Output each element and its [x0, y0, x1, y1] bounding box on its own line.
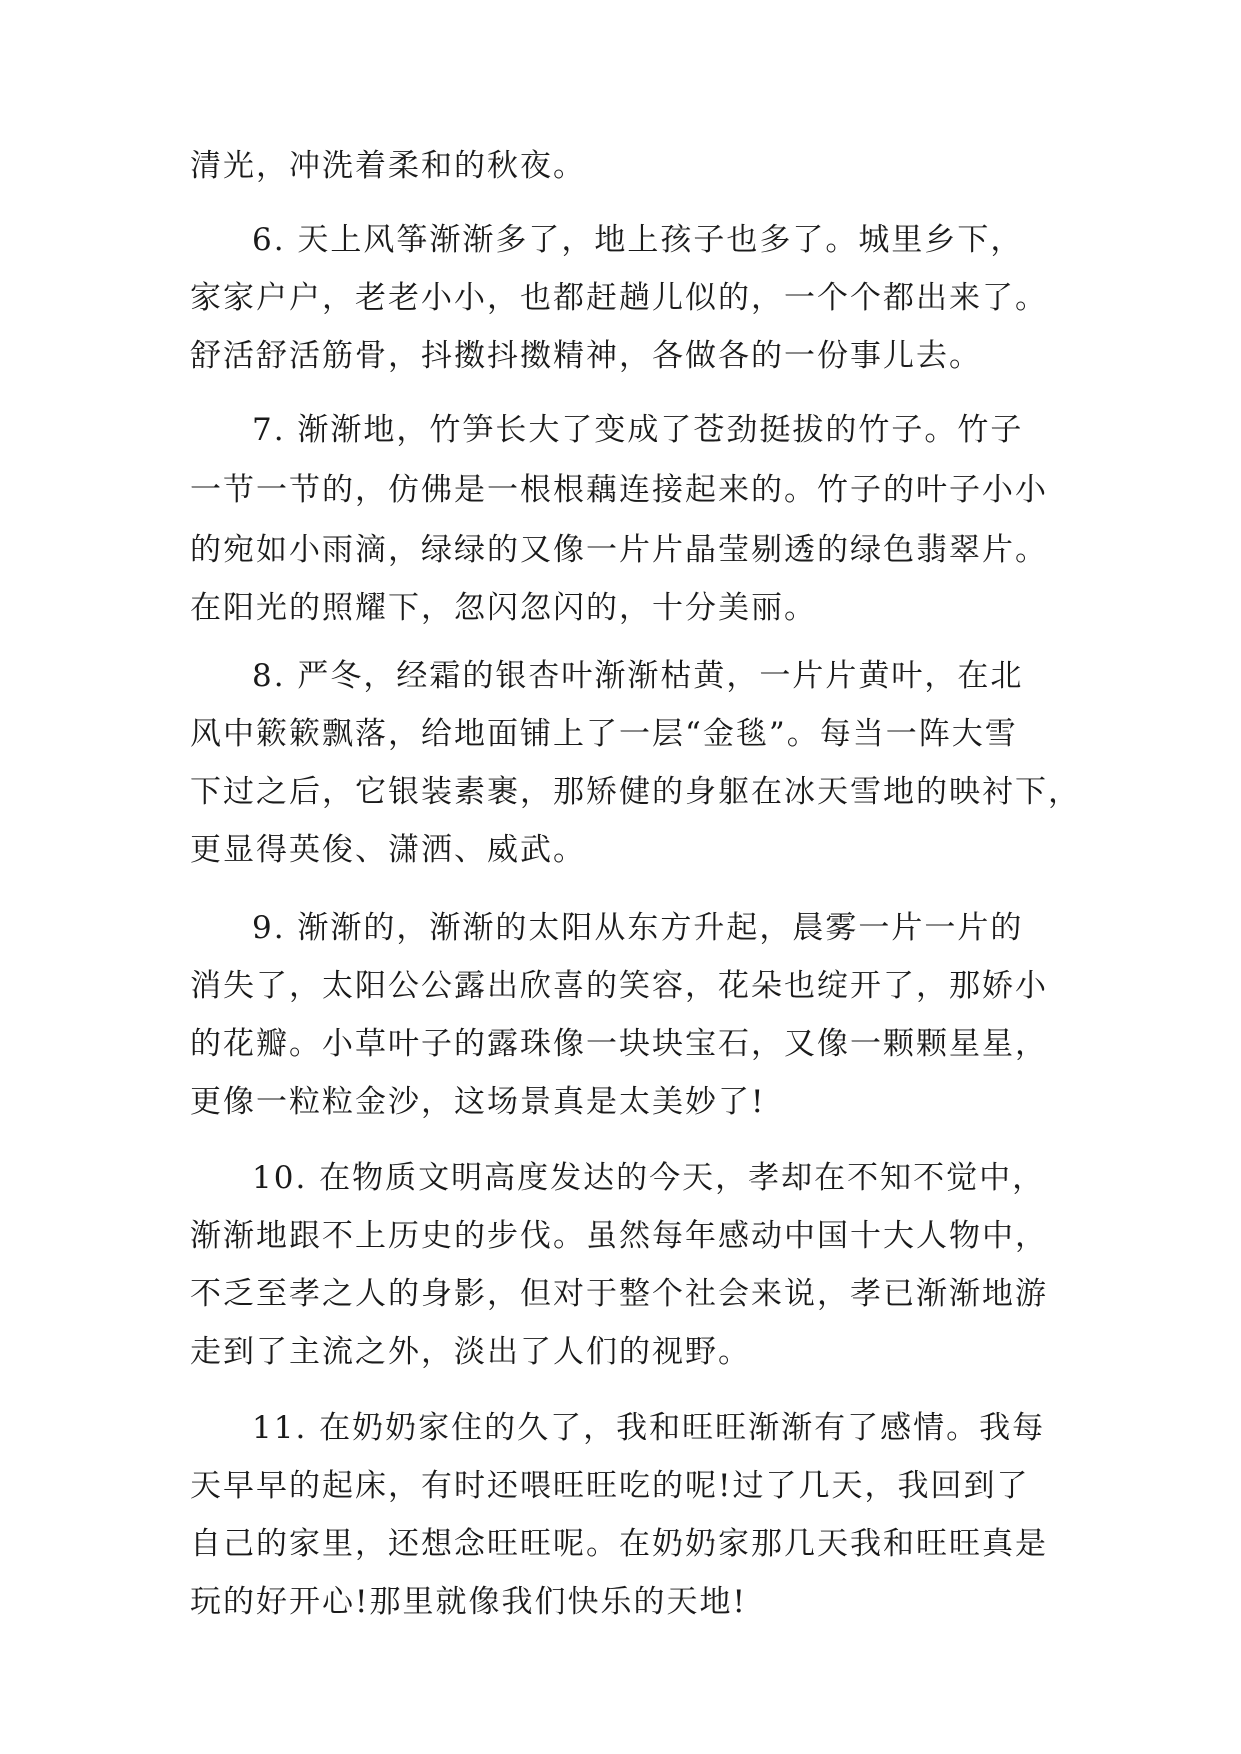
text-line: 风中簌簌飘落，给地面铺上了一层“金毯”。每当一阵大雪 [190, 716, 1018, 752]
text-line: 的宛如小雨滴，绿绿的又像一片片晶莹剔透的绿色翡翠片。 [190, 532, 1048, 568]
text-line: 在阳光的照耀下，忽闪忽闪的，十分美丽。 [190, 590, 817, 626]
text-line: 9. 渐渐的，渐渐的太阳从东方升起，晨雾一片一片的 [252, 910, 1024, 946]
text-line: 8. 严冬，经霜的银杏叶渐渐枯黄，一片片黄叶，在北 [252, 658, 1024, 694]
text-line: 自己的家里，还想念旺旺呢。在奶奶家那几天我和旺旺真是 [190, 1526, 1048, 1562]
text-line: 清光，冲洗着柔和的秋夜。 [190, 148, 586, 184]
text-line: 舒活舒活筋骨，抖擞抖擞精神，各做各的一份事儿去。 [190, 338, 982, 374]
text-line: 的花瓣。小草叶子的露珠像一块块宝石，又像一颗颗星星， [190, 1026, 1048, 1062]
text-line: 7. 渐渐地，竹笋长大了变成了苍劲挺拔的竹子。竹子 [252, 412, 1024, 448]
text-line: 家家户户，老老小小，也都赶趟儿似的，一个个都出来了。 [190, 280, 1048, 316]
text-line: 更像一粒粒金沙，这场景真是太美妙了! [190, 1084, 766, 1120]
text-line: 10. 在物质文明高度发达的今天，孝却在不知不觉中， [252, 1160, 1046, 1196]
text-line: 更显得英俊、潇洒、威武。 [190, 832, 586, 868]
text-line: 消失了，太阳公公露出欣喜的笑容，花朵也绽开了，那娇小 [190, 968, 1048, 1004]
text-line: 走到了主流之外，淡出了人们的视野。 [190, 1334, 751, 1370]
text-line: 不乏至孝之人的身影，但对于整个社会来说，孝已渐渐地游 [190, 1276, 1048, 1312]
text-line: 一节一节的，仿佛是一根根藕连接起来的。竹子的叶子小小 [190, 472, 1048, 508]
text-line: 11. 在奶奶家住的久了，我和旺旺渐渐有了感情。我每 [252, 1410, 1046, 1446]
text-line: 天早早的起床，有时还喂旺旺吃的呢!过了几天，我回到了 [190, 1468, 1030, 1504]
text-line: 渐渐地跟不上历史的步伐。虽然每年感动中国十大人物中， [190, 1218, 1048, 1254]
text-line: 玩的好开心!那里就像我们快乐的天地! [190, 1584, 747, 1620]
text-line: 下过之后，它银装素裹，那矫健的身躯在冰天雪地的映衬下， [190, 774, 1081, 810]
text-line: 6. 天上风筝渐渐多了，地上孩子也多了。城里乡下， [252, 222, 1024, 258]
